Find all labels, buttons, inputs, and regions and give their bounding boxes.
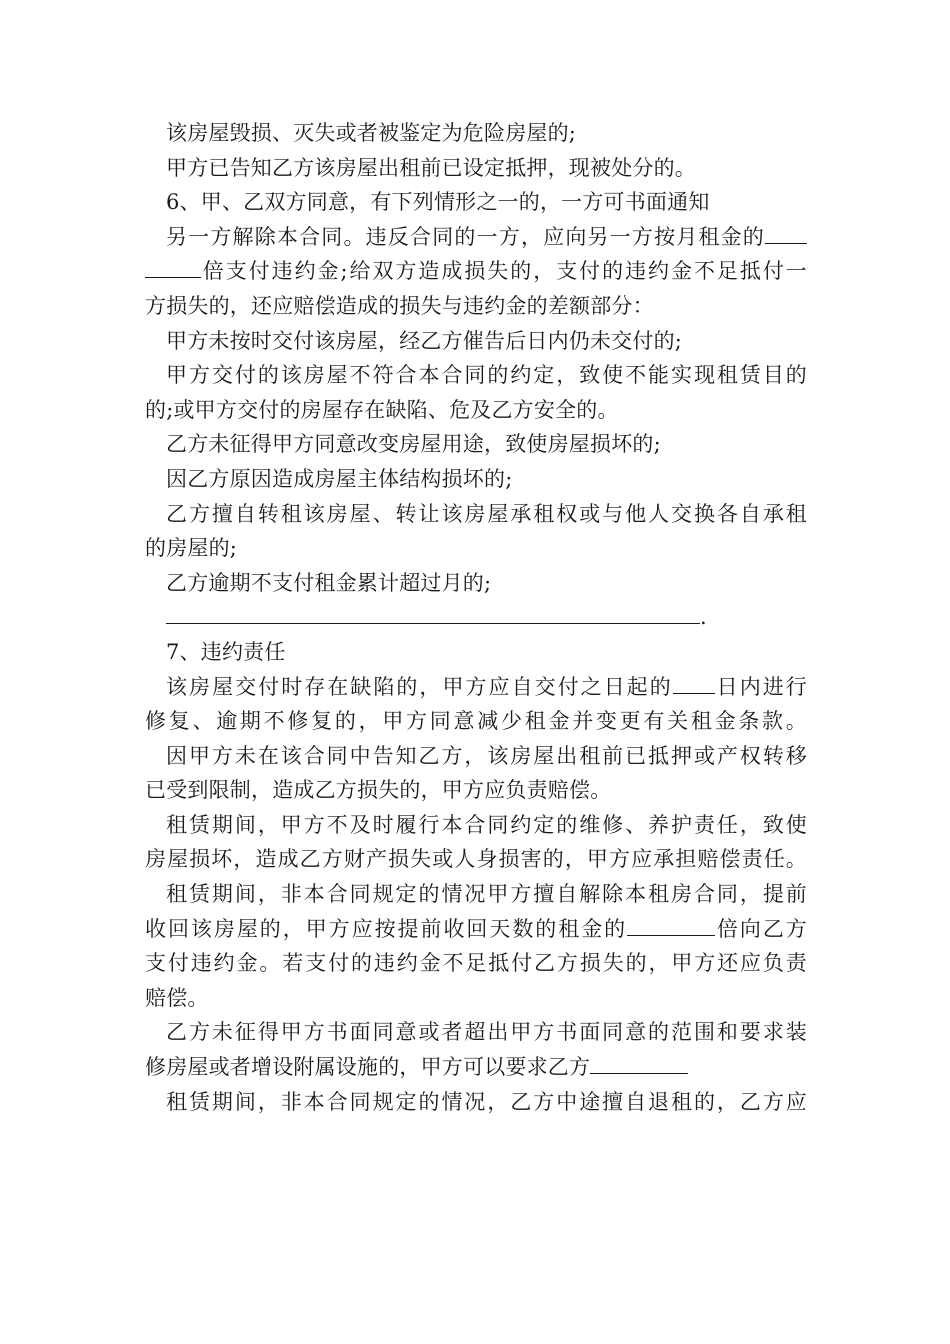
text-line: 赔偿。 bbox=[145, 985, 209, 1010]
text-line: 租赁期间，甲方不及时履行本合同约定的维修、养护责任，致使 bbox=[166, 812, 807, 837]
text-line: 因乙方原因造成房屋主体结构损坏的; bbox=[166, 466, 513, 491]
clause-7-heading: 7、违约责任 bbox=[166, 639, 286, 664]
text-line: 乙方未征得甲方同意改变房屋用途，致使房屋损坏的; bbox=[166, 432, 661, 457]
blank-field bbox=[590, 1053, 688, 1074]
text-segment: 日内进行 bbox=[714, 674, 807, 699]
text-line: 的房屋的; bbox=[145, 536, 238, 561]
text-segment: . bbox=[700, 605, 707, 630]
text-line: 甲方未按时交付该房屋，经乙方催告后日内仍未交付的; bbox=[166, 328, 683, 353]
text-line bbox=[145, 912, 807, 947]
blank-field bbox=[166, 601, 700, 624]
text-line bbox=[145, 254, 807, 289]
text-line: 的;或甲方交付的房屋存在缺陷、危及乙方安全的。 bbox=[145, 397, 619, 422]
text-segment: 该房屋交付时存在缺陷的，甲方应自交付之日起的 bbox=[166, 674, 673, 699]
text-line: 房屋损坏，造成乙方财产损失或人身损害的，甲方应承担赔偿责任。 bbox=[145, 847, 807, 872]
text-line: 乙方逾期不支付租金累计超过月的; bbox=[166, 570, 492, 595]
text-line: 租赁期间，非本合同规定的情况甲方擅自解除本租房合同，提前 bbox=[166, 882, 807, 907]
text-line: 因甲方未在该合同中告知乙方，该房屋出租前已抵押或产权转移 bbox=[166, 743, 807, 768]
text-line: 修复、逾期不修复的，甲方同意减少租金并变更有关租金条款。 bbox=[145, 709, 807, 734]
contract-body bbox=[145, 116, 807, 1119]
blank-field bbox=[627, 915, 715, 936]
text-line: 乙方未征得甲方书面同意或者超出甲方书面同意的范围和要求装 bbox=[166, 1020, 807, 1045]
clause-6-heading: 6、甲、乙双方同意，有下列情形之一的，一方可书面通知 bbox=[166, 190, 710, 215]
text-line bbox=[145, 1050, 807, 1085]
text-line: 该房屋毁损、灭失或者被鉴定为危险房屋的; bbox=[166, 121, 577, 145]
text-line: 支付违约金。若支付的违约金不足抵付乙方损失的，甲方还应负责 bbox=[145, 951, 807, 976]
text-line: 甲方已告知乙方该房屋出租前已设定抵押，现被处分的。 bbox=[166, 155, 696, 180]
text-line: 租赁期间，非本合同规定的情况，乙方中途擅自退租的，乙方应 bbox=[166, 1089, 807, 1114]
blank-field bbox=[765, 223, 807, 244]
text-line: 甲方交付的该房屋不符合本合同的约定，致使不能实现租赁目的 bbox=[166, 363, 807, 388]
text-segment: 收回该房屋的，甲方应按提前收回天数的租金的 bbox=[145, 916, 628, 941]
fill-in-line bbox=[145, 600, 807, 635]
text-line bbox=[145, 670, 807, 705]
text-line: 已受到限制，造成乙方损失的，甲方应负责赔偿。 bbox=[145, 778, 612, 803]
text-segment: 倍支付违约金;给双方造成损失的，支付的违约金不足抵付一 bbox=[201, 259, 807, 284]
text-segment: 倍向乙方 bbox=[715, 916, 807, 941]
text-line bbox=[145, 220, 807, 255]
text-line: 方损失的，还应赔偿造成的损失与违约金的差额部分： bbox=[145, 293, 654, 318]
text-segment: 另一方解除本合同。违反合同的一方，应向另一方按月租金的 bbox=[166, 224, 765, 249]
text-segment: 修房屋或者增设附属设施的，甲方可以要求乙方 bbox=[145, 1055, 591, 1080]
blank-field bbox=[673, 673, 715, 694]
blank-field bbox=[145, 257, 201, 278]
text-line: 乙方擅自转租该房屋、转让该房屋承租权或与他人交换各自承租 bbox=[166, 501, 807, 526]
